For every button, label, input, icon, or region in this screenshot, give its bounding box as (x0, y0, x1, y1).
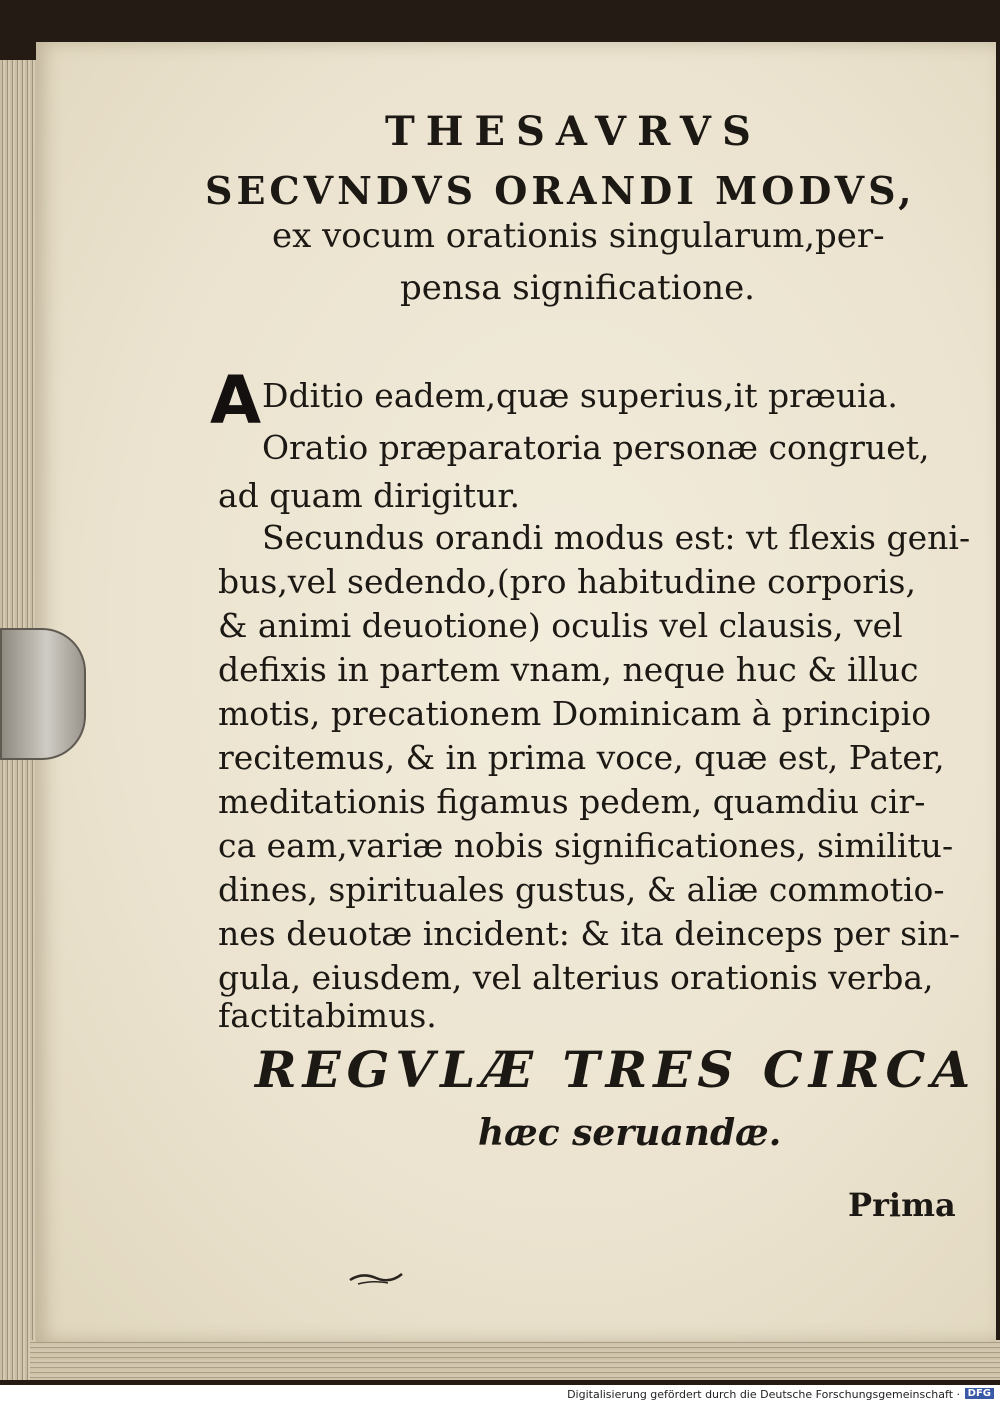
running-head: THESAVRVS (385, 108, 762, 155)
body-line: ad quam dirigitur. (218, 476, 520, 515)
body-line: defixis in partem vnam, neque huc & illuc (218, 650, 919, 689)
ornament-flourish-icon (348, 1268, 404, 1286)
body-line: dines, spirituales gustus, & aliæ commotio- (218, 870, 945, 909)
chapter-title: SECVNDVS ORANDI MODVS, (205, 168, 916, 213)
body-line: Oratio præparatoria personæ congruet, (262, 428, 930, 467)
clasp-icon (0, 628, 86, 760)
body-first-line: Dditio eadem,quæ superius,it præuia. (262, 376, 898, 415)
drop-capital: A (210, 362, 262, 439)
body-line: ca eam,variæ nobis significationes, similitu- (218, 826, 954, 865)
body-line: bus,vel sedendo,(pro habitudine corporis, (218, 562, 916, 601)
body-line: Secundus orandi modus est: vt flexis geni- (262, 518, 971, 557)
body-line: nes deuotæ incident: & ita deinceps per sin- (218, 914, 961, 953)
page-edges-bottom (30, 1340, 1000, 1380)
body-line: & animi deuotione) oculis vel clausis, vel (218, 606, 903, 645)
catchword: Prima (848, 1186, 956, 1224)
section-heading: REGVLÆ TRES CIRCA (255, 1040, 977, 1099)
footer-credit: Digitalisierung gefördert durch die Deutsche Forschungsgemeinschaft · (567, 1388, 960, 1401)
dfg-logo-icon: DFG (965, 1388, 994, 1399)
section-heading-continuation: hæc seruandæ. (478, 1112, 782, 1154)
body-line: motis, precationem Dominicam à principio (218, 694, 932, 733)
body-line: meditationis figamus pedem, quamdiu cir- (218, 782, 926, 821)
body-line: recitemus, & in prima voce, quæ est, Pater, (218, 738, 945, 777)
body-line: factitabimus. (218, 996, 437, 1035)
footer-bar (0, 1385, 1000, 1407)
body-line: gula, eiusdem, vel alterius orationis verba, (218, 958, 934, 997)
chapter-subtitle-line-1: ex vocum orationis singularum,per- (272, 216, 885, 256)
chapter-subtitle-line-2: pensa significatione. (400, 268, 755, 308)
